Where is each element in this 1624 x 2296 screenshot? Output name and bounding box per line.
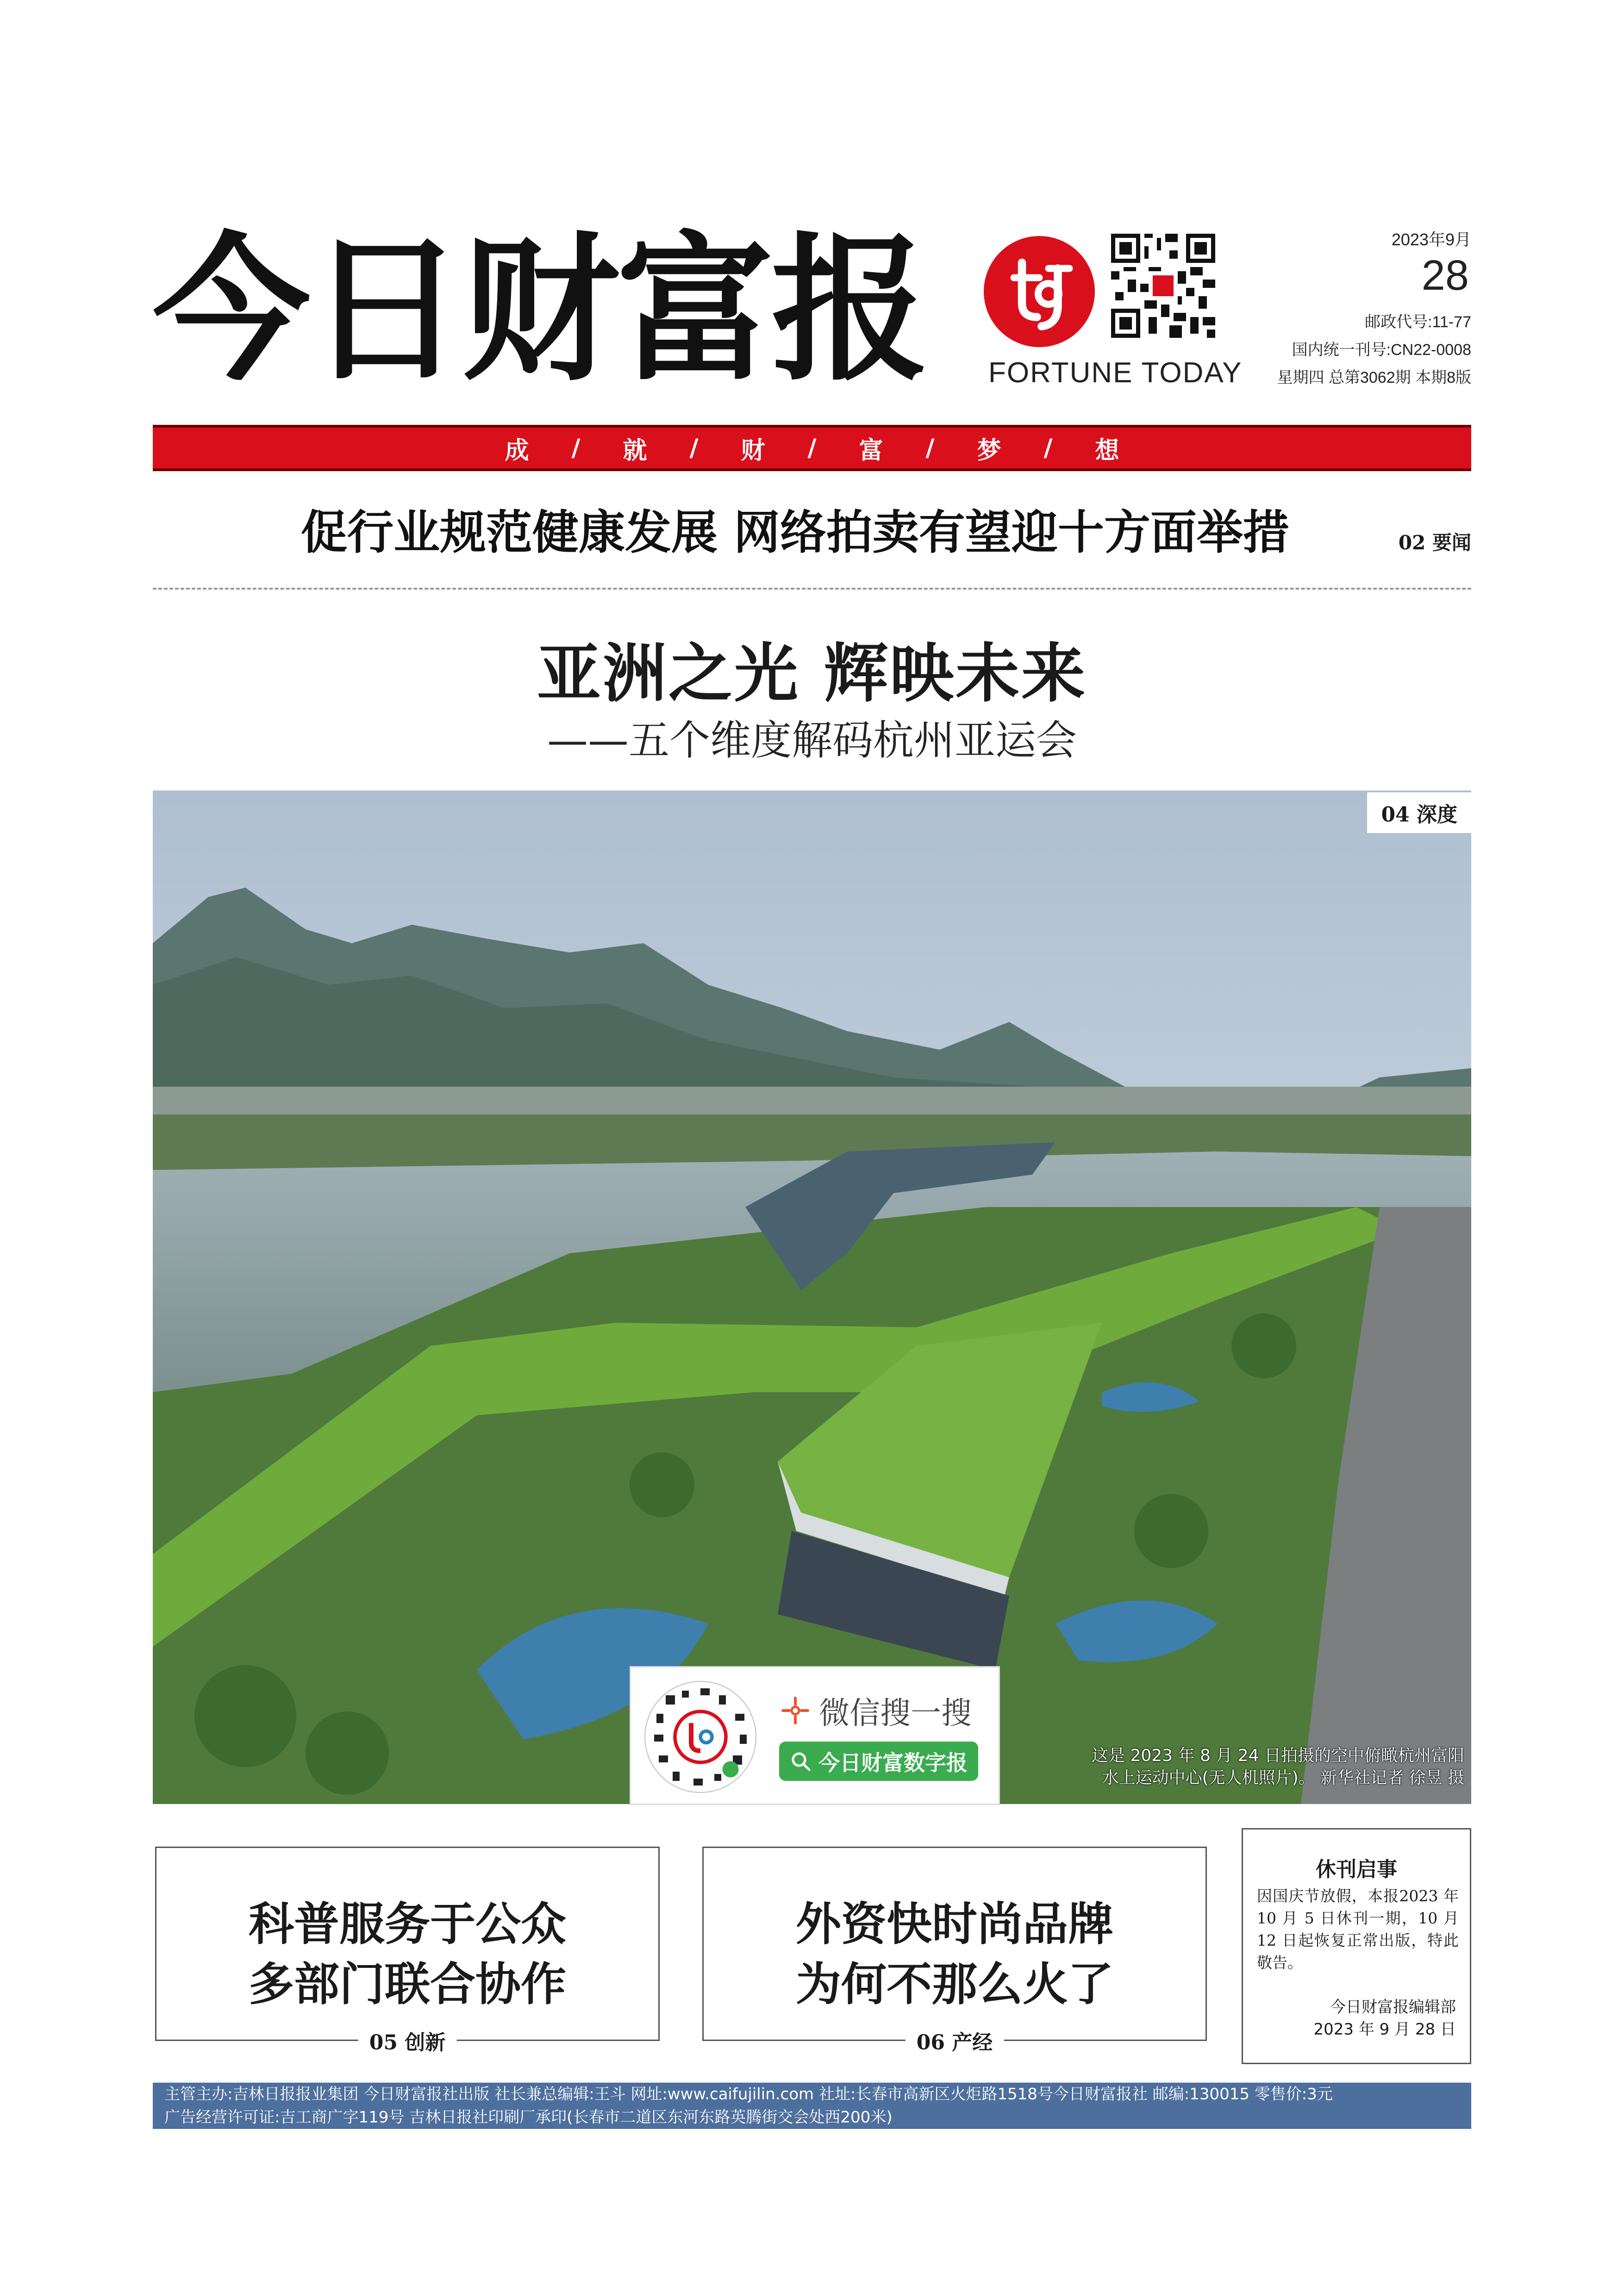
- section-tag-04[interactable]: 04 深度: [1367, 792, 1471, 833]
- section-tag-05[interactable]: 05 创新: [358, 2026, 457, 2055]
- main-story-subtitle: ——五个维度解码杭州亚运会: [547, 716, 1077, 764]
- wechat-search-icon: [779, 1694, 812, 1727]
- teaser-line-2: 多部门联合协作: [248, 1958, 566, 2011]
- issue-info: 星期四 总第3062期 本期8版: [1277, 369, 1471, 386]
- footer-line-1: 主管主办:吉林日报报业集团 今日财富报社出版 社长兼总编辑:王斗 网址:www.caifujilin.com 社址:长春市高新区火炬路1518号今日财富报社 邮编:130015 零售价:3元: [164, 2085, 1333, 2103]
- masthead-title: 今日财富报: [153, 218, 926, 402]
- section-tag-06[interactable]: 06 产经: [906, 2026, 1004, 2055]
- photo-caption: [1092, 1745, 1464, 1789]
- notice-sign-date: 2023 年 9 月 28 日: [1313, 2020, 1456, 2039]
- slogan-char: 财: [741, 436, 765, 465]
- teaser-line-2: 为何不那么火了: [795, 1958, 1113, 2011]
- dashed-divider: [153, 588, 1471, 590]
- photo-caption-line-1: 这是 2023 年 8 月 24 日拍摄的空中俯瞰杭州富阳: [1092, 1746, 1464, 1765]
- footer-line-2: 广告经营许可证:吉工商广字119号 吉林日报社印刷厂承印(长春市二道区东河东路英腾街交会处西200米): [164, 2108, 893, 2127]
- search-button-label: 今日财富数字报: [818, 1750, 968, 1775]
- teaser-headline: [156, 1894, 658, 2015]
- aerial-photo-water-sports-center: [153, 790, 1471, 1804]
- masthead-english-title: FORTUNE TODAY: [988, 357, 1243, 389]
- postal-code: 邮政代号:11-77: [1365, 313, 1471, 331]
- photo-caption-line-2: 水上运动中心(无人机照片)。 新华社记者 徐昱 摄: [1102, 1768, 1464, 1787]
- slogan-char: 就: [623, 436, 647, 465]
- search-icon: [790, 1750, 812, 1773]
- notice-signature: [1314, 1996, 1456, 2041]
- footer-imprint: [153, 2083, 1471, 2129]
- qr-code-icon[interactable]: [1111, 234, 1215, 338]
- digital-newspaper-search-button[interactable]: [779, 1742, 978, 1781]
- cn-serial-code: 国内统一刊号:CN22-0008: [1292, 341, 1471, 359]
- slogan-char: 梦: [977, 436, 1001, 465]
- wechat-search-box: [630, 1666, 1000, 1805]
- fortune-today-logo-icon: [981, 234, 1097, 349]
- mini-program-qr-icon[interactable]: [643, 1679, 758, 1795]
- suspension-notice: [1242, 1828, 1471, 2064]
- notice-body: 因国庆节放假，本报2023 年 10 月 5 日休刊一期，10 月 12 日起恢复正常出版，特此敬告。: [1257, 1887, 1459, 1972]
- slogan-char: 想: [1095, 436, 1119, 465]
- teaser-line-1: 科普服务于公众: [248, 1898, 566, 1951]
- date-day: 28: [1421, 252, 1469, 299]
- slogan-separator: /: [807, 434, 817, 462]
- slogan-char: 富: [859, 436, 883, 465]
- slogan-separator: /: [1043, 434, 1053, 462]
- slogan-char: 成: [505, 436, 529, 465]
- teaser-box-industry[interactable]: [702, 1847, 1207, 2054]
- notice-title: 休刊启事: [1316, 1858, 1397, 1881]
- teaser-box-innovation[interactable]: [155, 1847, 660, 2054]
- slogan-separator: /: [925, 434, 935, 462]
- wechat-search-label: 微信搜一搜: [819, 1695, 972, 1731]
- main-story-title[interactable]: 亚洲之光 辉映未来: [537, 635, 1087, 711]
- section-tag-02[interactable]: 02 要闻: [1398, 531, 1471, 554]
- slogan-separator: /: [571, 434, 581, 462]
- date-year-month: 2023年9月: [1391, 230, 1471, 249]
- teaser-line-1: 外资快时尚品牌: [795, 1898, 1113, 1951]
- teaser-headline: [704, 1894, 1206, 2015]
- notice-sign-org: 今日财富报编辑部: [1330, 1998, 1456, 2016]
- slogan-bar: [153, 425, 1471, 471]
- slogan-separator: /: [689, 434, 699, 462]
- headline-link[interactable]: 促行业规范健康发展 网络拍卖有望迎十方面举措: [301, 505, 1289, 560]
